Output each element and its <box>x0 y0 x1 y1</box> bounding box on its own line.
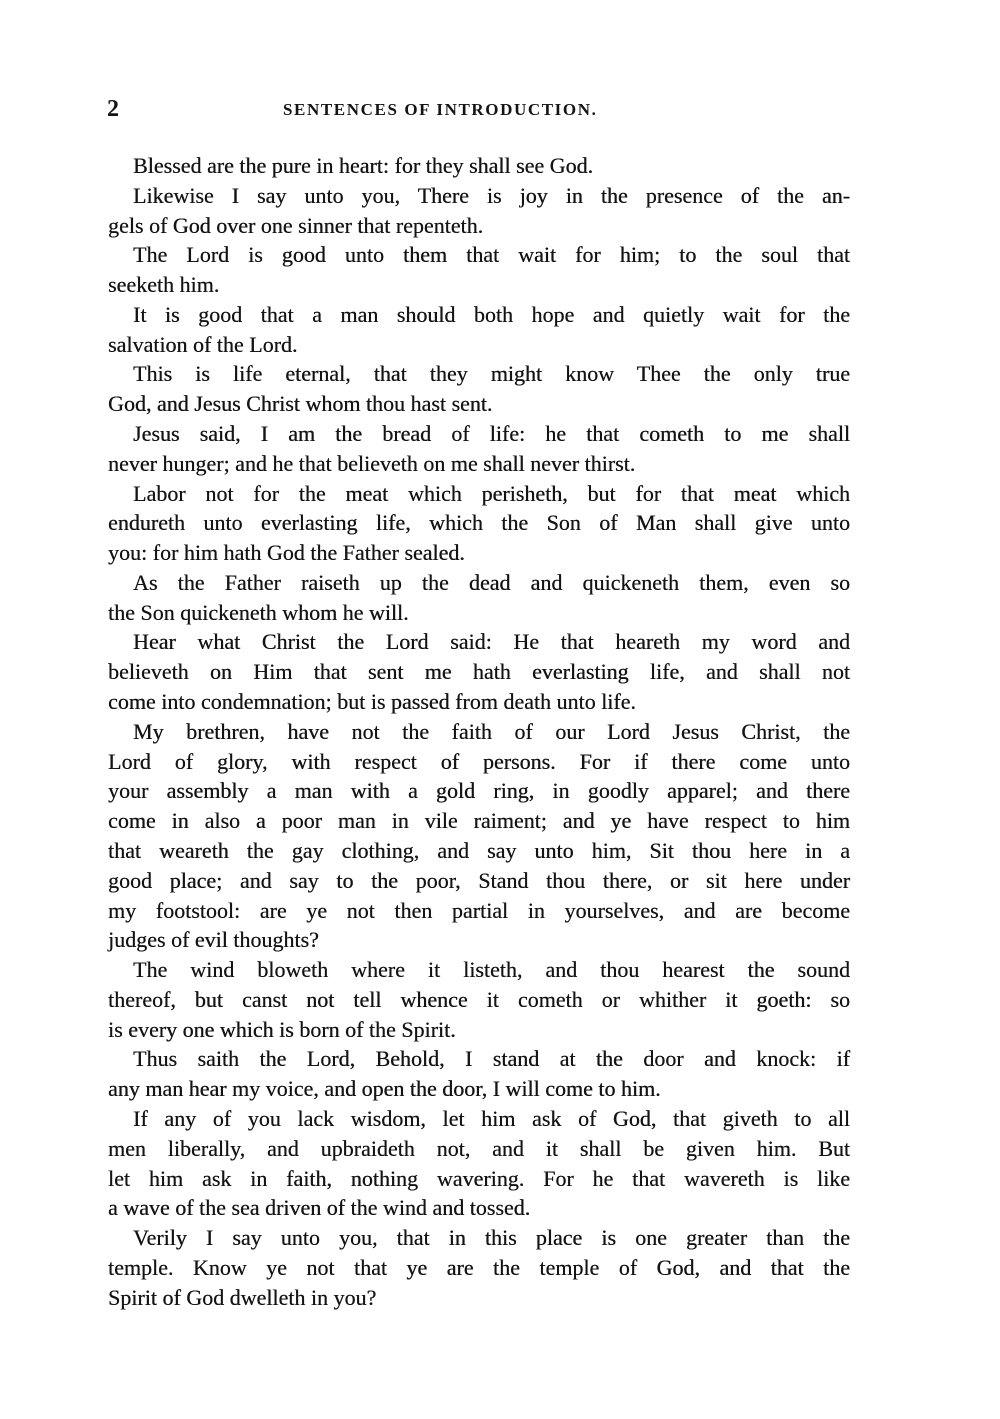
text-line: come into condemnation; but is passed from death unto life. <box>108 689 636 715</box>
text-line: that weareth the gay clothing, and say unto him, Sit thou here in a <box>108 837 850 863</box>
text-line: Jesus said, I am the bread of life: he that cometh to me shall <box>133 421 850 447</box>
text-line: It is good that a man should both hope and quietly wait for the <box>133 301 850 327</box>
text-line: Verily I say unto you, that in this place is one greater than the <box>133 1225 850 1251</box>
text-line: If any of you lack wisdom, let him ask of God, that giveth to all <box>133 1105 850 1131</box>
text-line: Thus saith the Lord, Behold, I stand at the door and knock: if <box>133 1046 850 1072</box>
text-line: endureth unto everlasting life, which the Son of Man shall give unto <box>108 510 850 536</box>
text-line: thereof, but canst not tell whence it cometh or whither it goeth: so <box>108 986 850 1012</box>
text-line: you: for him hath God the Father sealed. <box>108 540 465 566</box>
text-line: gels of God over one sinner that repenteth. <box>108 212 484 238</box>
running-title: SENTENCES OF INTRODUCTION. <box>283 100 598 119</box>
text-line: good place; and say to the poor, Stand thou there, or sit here under <box>108 867 850 893</box>
text-line: judges of evil thoughts? <box>108 927 319 953</box>
text-line: Spirit of God dwelleth in you? <box>108 1284 377 1310</box>
text-line: come in also a poor man in vile raiment; and ye have respect to him <box>108 808 850 834</box>
text-line: Lord of glory, with respect of persons. For if there come unto <box>108 748 850 774</box>
text-line: men liberally, and upbraideth not, and it shall be given him. But <box>108 1135 850 1161</box>
text-line: My brethren, have not the faith of our Lord Jesus Christ, the <box>133 718 850 744</box>
text-line: a wave of the sea driven of the wind and tossed. <box>108 1195 531 1221</box>
text-line: the Son quickeneth whom he will. <box>108 599 409 625</box>
text-line: believeth on Him that sent me hath everlasting life, and shall not <box>108 659 850 685</box>
text-line: This is life eternal, that they might know Thee the only true <box>133 361 850 387</box>
text-line: let him ask in faith, nothing wavering. For he that wavereth is like <box>108 1165 850 1191</box>
text-line: Labor not for the meat which perisheth, but for that meat which <box>133 480 850 506</box>
text-line: salvation of the Lord. <box>108 331 298 357</box>
text-line: Hear what Christ the Lord said: He that heareth my word and <box>133 629 850 655</box>
text-line: seeketh him. <box>108 272 220 298</box>
text-line: As the Father raiseth up the dead and quickeneth them, even so <box>133 569 850 595</box>
text-line: Likewise I say unto you, There is joy in the presence of the an- <box>133 182 850 208</box>
text-line: The Lord is good unto them that wait for him; to the soul that <box>133 242 850 268</box>
text-line: my footstool: are ye not then partial in yourselves, and are become <box>108 897 850 923</box>
text-line: temple. Know ye not that ye are the temple of God, and that the <box>108 1254 850 1280</box>
text-line: God, and Jesus Christ whom thou hast sent. <box>108 391 493 417</box>
text-line: your assembly a man with a gold ring, in goodly apparel; and there <box>108 778 850 804</box>
text-line: is every one which is born of the Spirit. <box>108 1016 456 1042</box>
text-line: The wind bloweth where it listeth, and thou hearest the sound <box>133 957 850 983</box>
page-number: 2 <box>107 96 119 122</box>
text-line: Blessed are the pure in heart: for they shall see God. <box>133 153 594 178</box>
text-line: any man hear my voice, and open the door, I will come to him. <box>108 1076 661 1102</box>
text-line: never hunger; and he that believeth on me shall never thirst. <box>108 450 636 476</box>
